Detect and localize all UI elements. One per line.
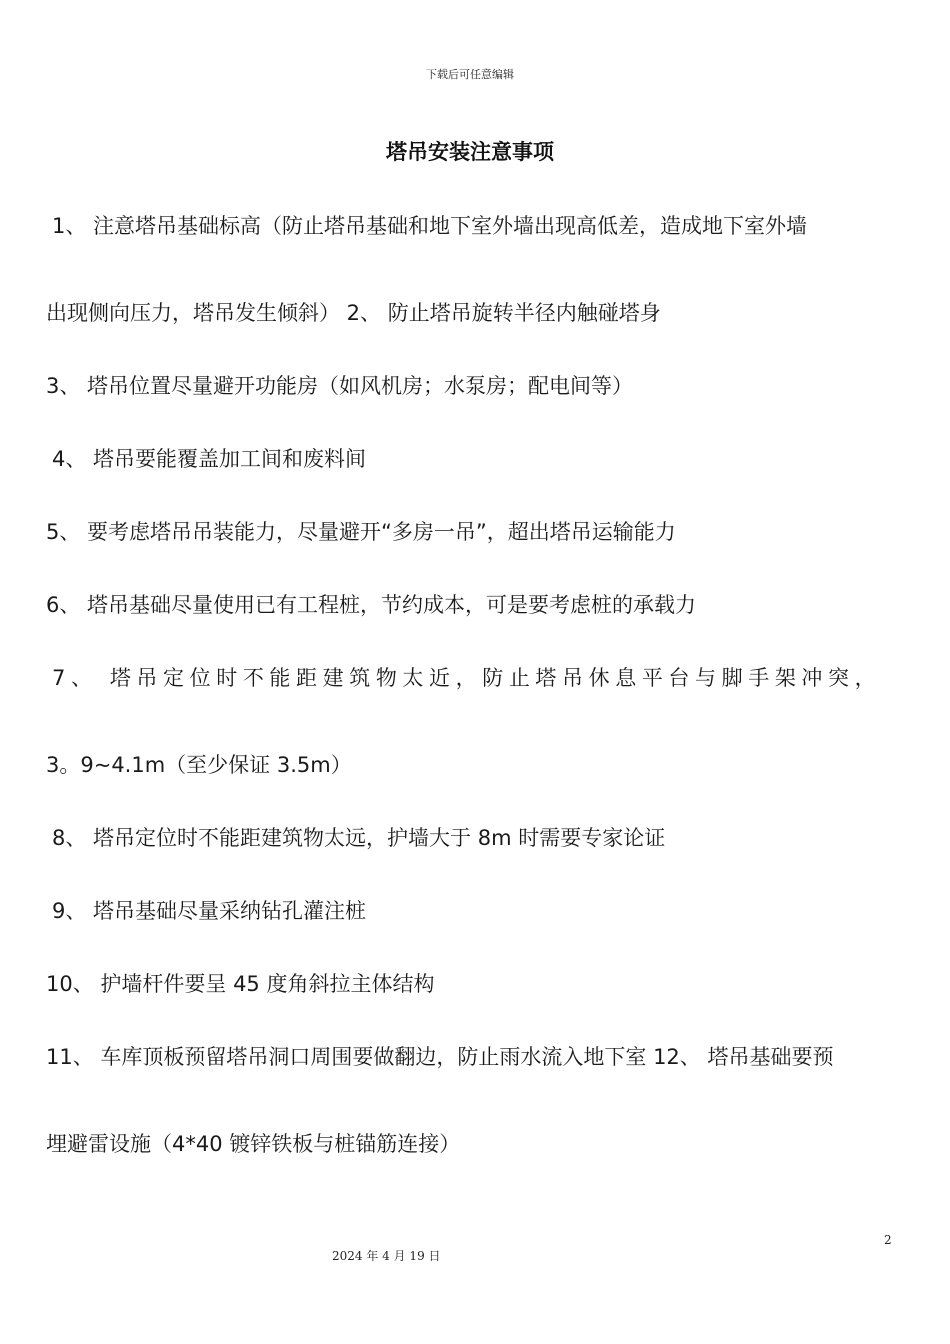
content-line-13: 埋避雷设施（4*40 镀锌铁板与桩锚筋连接）: [46, 1132, 461, 1156]
page-number: 2: [884, 1233, 892, 1247]
footer-date: 2024 年 4 月 19 日: [332, 1249, 441, 1263]
content-line-12: 11、 车库顶板预留塔吊洞口周围要做翻边，防止雨水流入地下室 12、 塔吊基础要预: [46, 1045, 834, 1069]
content-line-3: 3、 塔吊位置尽量避开功能房（如风机房；水泵房；配电间等）: [46, 374, 634, 398]
content-line-2: 出现侧向压力，塔吊发生倾斜） 2、 防止塔吊旋转半径内触碰塔身: [46, 301, 661, 325]
content-line-1: 1、 注意塔吊基础标高（防止塔吊基础和地下室外墙出现高低差，造成地下室外墙: [52, 214, 808, 238]
content-line-4: 4、 塔吊要能覆盖加工间和废料间: [52, 447, 367, 471]
content-line-11: 10、 护墙杆件要呈 45 度角斜拉主体结构: [46, 972, 435, 996]
header-note: 下载后可任意编辑: [426, 68, 514, 81]
content-line-7: 7、 塔吊定位时不能距建筑物太近，防止塔吊休息平台与脚手架冲突，: [52, 666, 882, 690]
document-title: 塔吊安装注意事项: [386, 140, 554, 164]
content-line-6: 6、 塔吊基础尽量使用已有工程桩，节约成本，可是要考虑桩的承载力: [46, 593, 697, 617]
content-line-10: 9、 塔吊基础尽量采纳钻孔灌注桩: [52, 899, 367, 923]
content-line-9: 8、 塔吊定位时不能距建筑物太远，护墙大于 8m 时需要专家论证: [52, 826, 666, 850]
content-line-8: 3。9~4.1m（至少保证 3.5m）: [46, 753, 352, 777]
content-line-5: 5、 要考虑塔吊吊装能力，尽量避开“多房一吊”，超出塔吊运输能力: [46, 520, 676, 544]
